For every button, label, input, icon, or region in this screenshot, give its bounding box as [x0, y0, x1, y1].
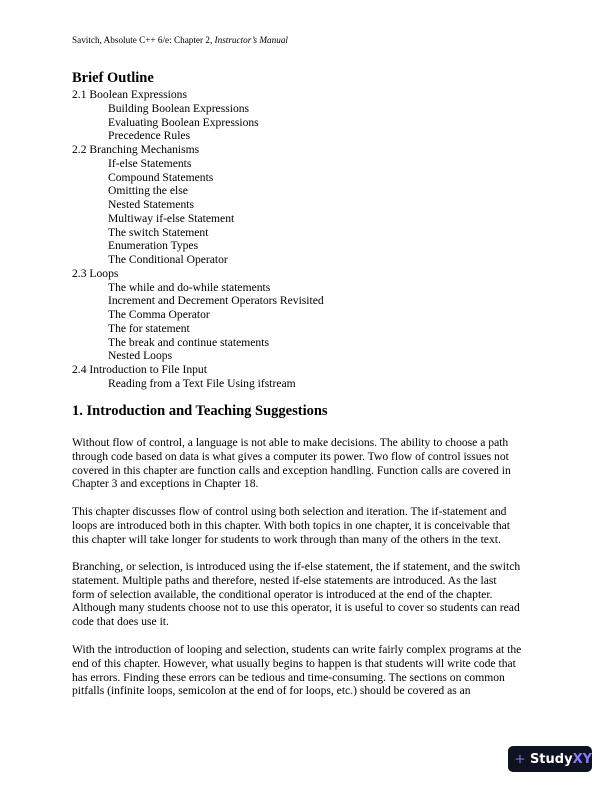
- header-text: Savitch, Absolute C++ 6/e: Chapter 2,: [72, 35, 215, 45]
- paragraph-line: pitfalls (infinite loops, semicolon at the end of for loops, etc.) should be covered as an: [72, 684, 471, 698]
- outline-list: [72, 88, 324, 391]
- paragraph: [72, 560, 520, 629]
- outline-item: The while and do-while statements: [108, 280, 271, 294]
- paragraph-line: end of this chapter. However, what usually begins to happen is that students will write code that: [72, 656, 516, 670]
- outline-item: The Conditional Operator: [108, 253, 228, 266]
- paragraph-line: this chapter will take longer for students to work through than many of the others in the text.: [72, 532, 501, 546]
- outline-item: Compound Statements: [108, 170, 214, 184]
- page-header: [72, 35, 288, 46]
- outline-item: Nested Statements: [108, 198, 194, 211]
- outline-item: Building Boolean Expressions: [108, 101, 250, 115]
- outline-item: Omitting the else: [108, 184, 188, 198]
- studyxy-badge[interactable]: [508, 746, 592, 772]
- paragraph: [72, 643, 521, 698]
- outline-item: Enumeration Types: [108, 239, 199, 253]
- outline-item: Evaluating Boolean Expressions: [108, 115, 259, 129]
- outline-title: Brief Outline: [72, 70, 154, 86]
- paragraph: [72, 505, 510, 546]
- outline-item: Precedence Rules: [108, 129, 191, 143]
- outline-item: Reading from a Text File Using ifstream: [108, 376, 296, 390]
- outline-item: Multiway if-else Statement: [108, 211, 235, 225]
- paragraph-line: has errors. Finding these errors can be tedious and time-consuming. The sections on common: [72, 670, 505, 684]
- paragraph-line: code that does use it.: [72, 615, 169, 629]
- paragraph-line: Chapter 3 and exceptions in Chapter 18.: [72, 477, 259, 491]
- outline-item: 2.3 Loops: [72, 266, 119, 280]
- outline-item: 2.1 Boolean Expressions: [72, 88, 187, 101]
- paragraph-line: loops are introduced both in this chapter. With both topics in one chapter, it is conceivable that: [72, 518, 511, 532]
- outline-item: The Comma Operator: [108, 308, 210, 321]
- paragraph-line: form of selection available, the conditional operator is introduced at the end of the chapter.: [72, 587, 493, 601]
- outline-item: 2.4 Introduction to File Input: [72, 363, 207, 376]
- paragraph: [72, 436, 511, 491]
- outline-item: The for statement: [108, 321, 190, 335]
- paragraph-line: Although many students choose not to use this operator, it is useful to cover so students can read: [72, 601, 520, 615]
- outline-item: Nested Loops: [108, 349, 173, 363]
- paragraph-line: This chapter discusses flow of control using both selection and iteration. The if-statement and: [72, 505, 507, 518]
- paragraph-line: covered in this chapter are function calls and exception handling. Function calls are covered in: [72, 463, 511, 477]
- paragraph-line: statement. Multiple paths and therefore, nested if-else statements are introduced. As the last: [72, 573, 497, 587]
- outline-item: The break and continue statements: [108, 335, 269, 349]
- paragraph-line: With the introduction of looping and selection, students can write fairly complex programs at the: [72, 643, 522, 656]
- outline-item: Increment and Decrement Operators Revisited: [108, 294, 324, 308]
- paragraph-line: through code based on data is what gives a computer its power. Two flow of control issues not: [72, 449, 509, 463]
- plus-icon: [515, 751, 525, 767]
- outline-item: If-else Statements: [108, 156, 192, 170]
- paragraph-line: Without flow of control, a language is not able to make decisions. The ability to choose a path: [72, 436, 509, 449]
- badge-brand: Study: [529, 751, 573, 767]
- outline-item: 2.2 Branching Mechanisms: [72, 143, 200, 156]
- paragraph-line: Branching, or selection, is introduced using the if-else statement, the if statement, and the switch: [72, 560, 521, 573]
- badge-brand-accent: XY: [572, 751, 592, 767]
- header-italic: Instructor’s Manual: [214, 35, 288, 45]
- section-heading: 1. Introduction and Teaching Suggestions: [72, 403, 328, 419]
- outline-item: The switch Statement: [108, 225, 209, 239]
